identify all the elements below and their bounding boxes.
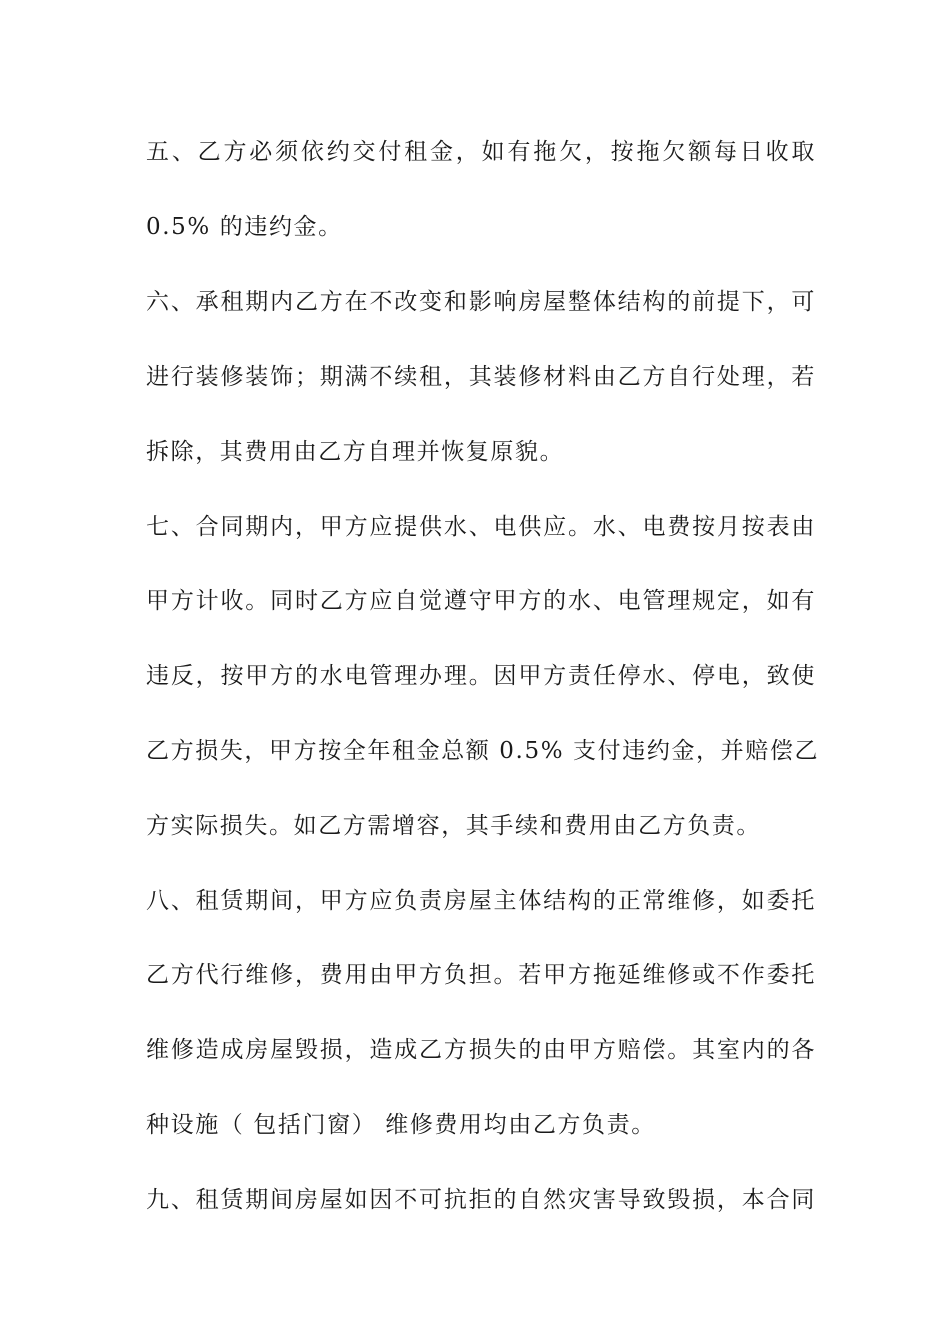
clause-8-line-3: 维修造成房屋毁损，造成乙方损失的由甲方赔偿。其室内的各	[146, 1037, 816, 1063]
clause-6-line-1: 六、承租期内乙方在不改变和影响房屋整体结构的前提下，可	[146, 289, 816, 315]
clause-8-line-1: 八、租赁期间，甲方应负责房屋主体结构的正常维修，如委托	[146, 888, 816, 914]
clause-5-line-1: 五、乙方必须依约交付租金，如有拖欠，按拖欠额每日收取	[146, 139, 816, 165]
clause-7-line-5: 方实际损失。如乙方需增容，其手续和费用由乙方负责。	[146, 813, 761, 839]
clause-7-line-1: 七、合同期内，甲方应提供水、电供应。水、电费按月按表由	[146, 514, 816, 540]
clause-9-line-1: 九、租赁期间房屋如因不可抗拒的自然灾害导致毁损，本合同	[146, 1187, 816, 1213]
clause-5-line-2: 0.5% 的违约金。	[146, 214, 343, 240]
clause-6-line-3: 拆除，其费用由乙方自理并恢复原貌。	[146, 439, 565, 465]
clause-7-line-2: 甲方计收。同时乙方应自觉遵守甲方的水、电管理规定，如有	[146, 588, 816, 614]
clause-8-line-4: 种设施（ 包括门窗） 维修费用均由乙方负责。	[146, 1112, 656, 1138]
clause-7-line-3: 违反，按甲方的水电管理办理。因甲方责任停水、停电，致使	[146, 663, 816, 689]
clause-7-line-4: 乙方损失，甲方按全年租金总额 0.5% 支付违约金，并赔偿乙	[146, 738, 820, 764]
clause-8-line-2: 乙方代行维修，费用由甲方负担。若甲方拖延维修或不作委托	[146, 962, 816, 988]
clause-6-line-2: 进行装修装饰；期满不续租，其装修材料由乙方自行处理，若	[146, 364, 816, 390]
